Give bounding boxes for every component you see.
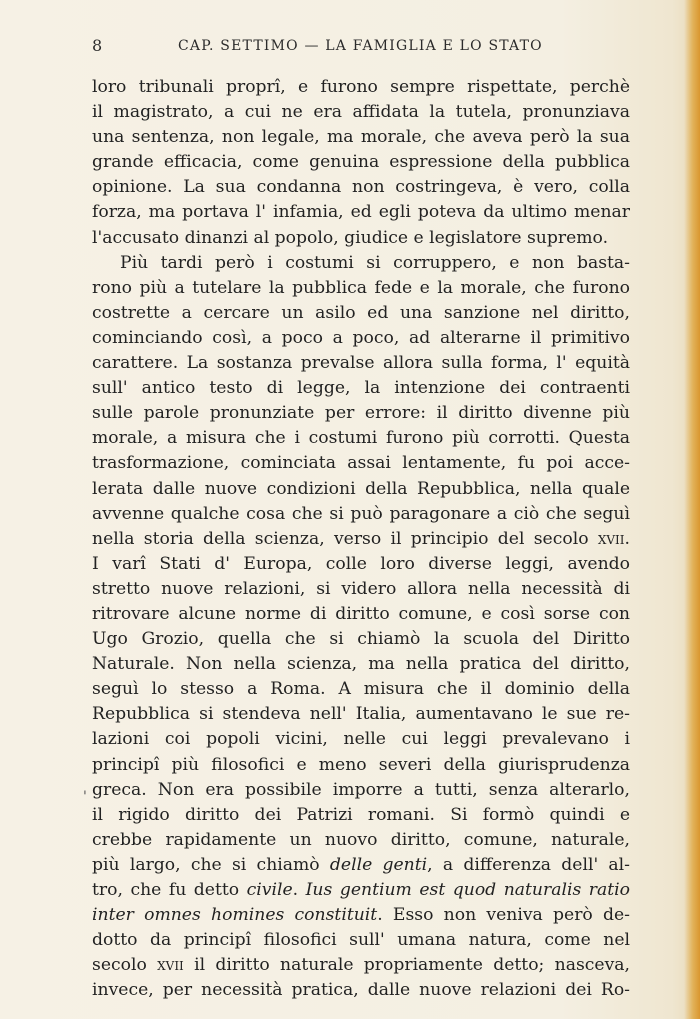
text-line: l'accusato dinanzi al popolo, giudice e legislatore supremo. xyxy=(92,227,609,248)
text-segment: . xyxy=(292,880,306,900)
italic-term: delle genti xyxy=(329,854,428,875)
latin-quote: Ius gentium est quod naturalis ratio xyxy=(305,880,630,900)
text-line: Più tardi però i costumi si corruppero, e non basta- xyxy=(120,252,630,273)
text-line: ritrovare alcune norme di diritto comune, e così sorse con xyxy=(92,603,630,624)
text-segment: tro, che fu detto xyxy=(92,880,247,900)
text-line: forza, ma portava l' infamia, ed egli poteva da ultimo menar xyxy=(92,202,630,223)
roman-numeral: xvii xyxy=(597,528,625,549)
text-line: dotto da principî filosofici sull' umana natura, come nel xyxy=(92,930,630,951)
running-head: CAP. SETTIMO — LA FAMIGLIA E LO STATO xyxy=(178,38,543,54)
text-line: Ugo Grozio, quella che si chiamò la scuola del Diritto xyxy=(92,629,630,650)
text-line xyxy=(92,903,630,928)
text-line: loro tribunali proprî, e furono sempre rispettate, perchè xyxy=(92,77,630,97)
text-line: avvenne qualche cosa che si può paragonare a ciò che seguì xyxy=(92,503,630,524)
margin-mark: ' xyxy=(83,789,87,805)
text-line: sulle parole pronunziate per errore: il diritto divenne più xyxy=(92,403,630,424)
text-line: opinione. La sua condanna non costringeva, è vero, colla xyxy=(92,177,630,198)
text-line: il rigido diritto dei Patrizi romani. Si formò quindi e xyxy=(92,804,630,825)
text-line: lerata dalle nuove condizioni della Repubblica, nella quale xyxy=(92,478,630,499)
text-line: carattere. La sostanza prevalse allora sulla forma, l' equità xyxy=(92,353,630,374)
text-line: morale, a misura che i costumi furono più corrotti. Questa xyxy=(92,428,630,449)
page-header xyxy=(92,36,640,58)
text-line: costrette a cercare un asilo ed una sanzione nel diritto, xyxy=(92,302,630,323)
roman-numeral: xvii xyxy=(157,955,184,976)
body-text xyxy=(92,75,630,1003)
text-line: sull' antico testo di legge, la intenzione dei contraenti xyxy=(92,378,630,399)
text-line xyxy=(92,853,630,878)
text-segment: . xyxy=(624,528,630,549)
text-line: Repubblica si stendeva nell' Italia, aumentavano le sue re- xyxy=(92,704,630,725)
text-segment: . Esso non veniva però de- xyxy=(377,905,630,926)
text-line: invece, per necessità pratica, dalle nuove relazioni dei Ro- xyxy=(92,980,630,1001)
text-line: stretto nuove relazioni, si videro allora nella necessità di xyxy=(92,578,630,599)
text-line: Naturale. Non nella scienza, ma nella pratica del diritto, xyxy=(92,654,630,675)
text-line: greca. Non era possibile imporre a tutti, senza alterarlo, xyxy=(92,779,630,800)
text-line: grande efficacia, come genuina espressione della pubblica xyxy=(92,152,630,173)
text-segment: nella storia della scienza, verso il principio del secolo xyxy=(92,528,598,549)
text-line: lazioni coi popoli vicini, nelle cui leggi prevalevano i xyxy=(92,729,630,750)
text-segment: secolo xyxy=(92,955,158,976)
text-line: il magistrato, a cui ne era affidata la tutela, pronunziava xyxy=(92,102,630,123)
text-line: trasformazione, cominciata assai lentamente, fu poi acce- xyxy=(92,453,630,474)
text-line xyxy=(92,878,630,903)
page-number: 8 xyxy=(92,36,104,55)
text-line: cominciando così, a poco a poco, ad alterarne il primitivo xyxy=(92,327,630,348)
text-segment: più largo, che si chiamò xyxy=(92,854,330,875)
text-line: principî più filosofici e meno severi della giurisprudenza xyxy=(92,754,630,775)
text-line xyxy=(92,527,630,552)
page-edge xyxy=(684,0,700,1019)
italic-term: civile xyxy=(246,880,293,900)
text-line: I varî Stati d' Europa, colle loro diverse leggi, avendo xyxy=(92,553,630,574)
text-line xyxy=(92,953,630,978)
text-segment: , a differenza dell' al- xyxy=(427,854,630,875)
text-line: una sentenza, non legale, ma morale, che aveva però la sua xyxy=(92,127,630,148)
latin-quote: inter omnes homines constituit xyxy=(92,905,378,926)
text-segment: il diritto naturale propriamente detto; nasceva, xyxy=(183,955,630,976)
text-line: crebbe rapidamente un nuovo diritto, comune, naturale, xyxy=(92,829,630,850)
text-line: seguì lo stesso a Roma. A misura che il dominio della xyxy=(92,679,630,700)
text-line: rono più a tutelare la pubblica fede e la morale, che furono xyxy=(92,277,630,298)
